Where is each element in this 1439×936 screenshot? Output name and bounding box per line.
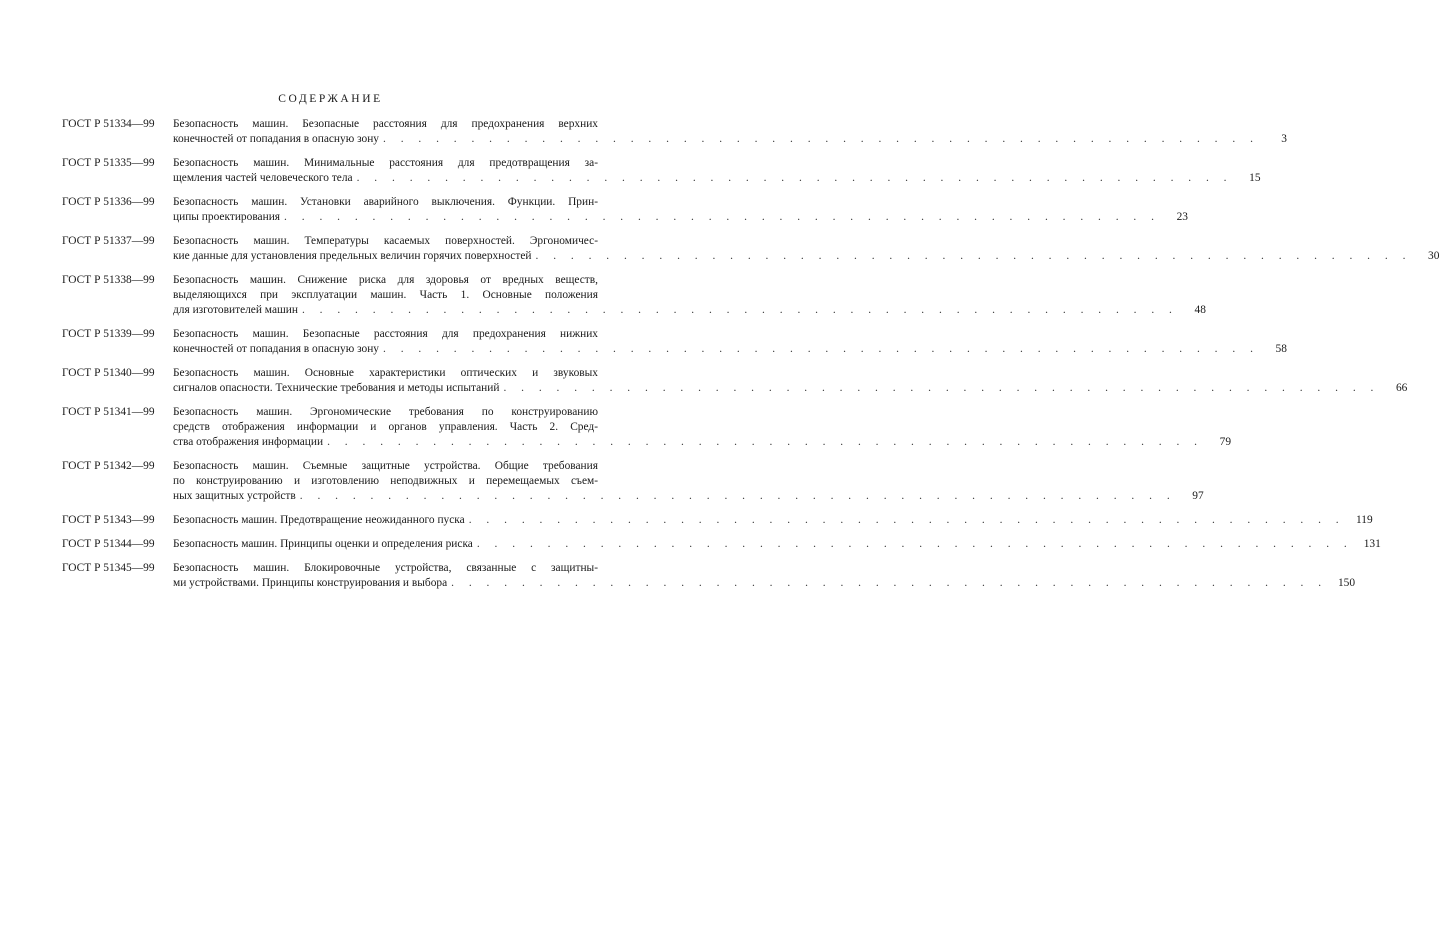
page-number: 66 <box>1395 382 1408 394</box>
title-line: выделяющихся при эксплуатации машин. Часть 1. Основные положения <box>173 289 598 301</box>
toc-entry <box>62 537 1381 552</box>
title-line: по конструированию и изготовлению неподвижных и перемещаемых съем- <box>173 475 598 487</box>
toc-entry <box>62 561 1356 591</box>
title-line: ципы проектирования <box>173 211 281 223</box>
title-last-line <box>173 513 1373 528</box>
title-line: ных защитных устройств <box>173 490 296 502</box>
standard-code: ГОСТ Р 51345—99 <box>62 562 155 574</box>
standard-code: ГОСТ Р 51340—99 <box>62 367 155 379</box>
title-line: ми устройствами. Принципы конструирования и выбора <box>173 577 448 589</box>
toc-entry <box>62 234 1439 264</box>
standard-code: ГОСТ Р 51343—99 <box>62 514 155 526</box>
dot-leader: . . . . . . . . . . . . . . . . . . . . . . . . . . . . . . . . . . . . . . . . . . . . . . . . . . <box>383 343 1259 355</box>
page-number: 23 <box>1176 211 1188 223</box>
standard-title <box>173 459 1204 504</box>
standard-title <box>173 405 1232 450</box>
page-number: 30 <box>1428 250 1439 262</box>
standard-code: ГОСТ Р 51335—99 <box>62 157 155 169</box>
dot-leader: . . . . . . . . . . . . . . . . . . . . . . . . . . . . . . . . . . . . . . . . . . . . . . . . . . <box>451 577 1328 589</box>
title-line: Безопасность машин. Основные характеристики оптических и звуковых <box>173 367 598 379</box>
title-last-line <box>173 537 1381 552</box>
dot-leader: . . . . . . . . . . . . . . . . . . . . . . . . . . . . . . . . . . . . . . . . . . . . . . . . . . <box>383 133 1259 145</box>
title-line: конечностей от попадания в опасную зону <box>173 343 379 355</box>
toc-entry <box>62 195 1188 225</box>
title-line: кие данные для установления предельных величин горячих поверхностей <box>173 250 532 262</box>
dot-leader: . . . . . . . . . . . . . . . . . . . . . . . . . . . . . . . . . . . . . . . . . . . . . . . . . . <box>476 538 1353 550</box>
standard-title <box>173 234 1439 264</box>
title-last-line <box>173 381 1408 396</box>
title-line: Безопасность машин. Съемные защитные устройства. Общие требования <box>173 460 598 472</box>
title-line: сигналов опасности. Технические требования и методы испытаний <box>173 382 500 394</box>
table-of-contents <box>62 117 1439 600</box>
page-number: 79 <box>1219 436 1232 448</box>
toc-entry <box>62 513 1373 528</box>
standard-code: ГОСТ Р 51337—99 <box>62 235 155 247</box>
page-number: 48 <box>1194 304 1206 316</box>
title-line: средств отображения информации и органов управления. Часть 2. Сред- <box>173 421 598 433</box>
toc-entry <box>62 117 1287 147</box>
standard-title <box>173 156 1261 186</box>
dot-leader: . . . . . . . . . . . . . . . . . . . . . . . . . . . . . . . . . . . . . . . . . . . . . . . . . . <box>503 382 1380 394</box>
title-line: Безопасность машин. Снижение риска для здоровья от вредных веществ, <box>173 274 598 286</box>
standard-code: ГОСТ Р 51338—99 <box>62 274 155 286</box>
dot-leader: . . . . . . . . . . . . . . . . . . . . . . . . . . . . . . . . . . . . . . . . . . . . . . . . . . <box>535 250 1412 262</box>
title-last-line <box>173 171 1261 186</box>
title-last-line <box>173 489 1204 504</box>
title-last-line <box>173 132 1287 147</box>
page-number: 3 <box>1281 133 1287 145</box>
title-last-line <box>173 342 1287 357</box>
standard-code: ГОСТ Р 51339—99 <box>62 328 155 340</box>
title-last-line <box>173 576 1356 591</box>
title-line: Безопасность машин. Безопасные расстояния для предохранения нижних <box>173 328 598 340</box>
title-line: Безопасность машин. Температуры касаемых поверхностей. Эргономичес- <box>173 235 598 247</box>
page-number: 15 <box>1249 172 1261 184</box>
standard-title <box>173 537 1381 552</box>
title-line: Безопасность машин. Безопасные расстояния для предохранения верхних <box>173 118 598 130</box>
dot-leader: . . . . . . . . . . . . . . . . . . . . . . . . . . . . . . . . . . . . . . . . . . . . . . . . . . <box>356 172 1233 184</box>
page-number: 97 <box>1192 490 1204 502</box>
standard-title <box>173 273 1206 318</box>
toc-entry <box>62 459 1204 504</box>
standard-code: ГОСТ Р 51344—99 <box>62 538 155 550</box>
title-line: Безопасность машин. Эргономические требования по конструированию <box>173 406 598 418</box>
standard-code: ГОСТ Р 51334—99 <box>62 118 155 130</box>
title-last-line <box>173 435 1232 450</box>
dot-leader: . . . . . . . . . . . . . . . . . . . . . . . . . . . . . . . . . . . . . . . . . . . . . . . . . . <box>301 304 1178 316</box>
standard-title <box>173 366 1408 396</box>
title-line: ства отображения информации <box>173 436 324 448</box>
dot-leader: . . . . . . . . . . . . . . . . . . . . . . . . . . . . . . . . . . . . . . . . . . . . . . . . . . <box>327 436 1204 448</box>
toc-entry <box>62 405 1232 450</box>
toc-entry <box>62 327 1287 357</box>
title-line: Безопасность машин. Установки аварийного выключения. Функции. Прин- <box>173 196 598 208</box>
page-number: 119 <box>1355 514 1373 526</box>
toc-entry <box>62 156 1261 186</box>
title-line: Безопасность машин. Принципы оценки и определения риска <box>173 538 473 550</box>
toc-entry <box>62 366 1408 396</box>
standard-code: ГОСТ Р 51341—99 <box>62 406 155 418</box>
page-number: 131 <box>1363 538 1381 550</box>
standard-title <box>173 513 1373 528</box>
page-number: 58 <box>1275 343 1287 355</box>
title-line: щемления частей человеческого тела <box>173 172 353 184</box>
title-line: для изготовителей машин <box>173 304 298 316</box>
title-last-line <box>173 210 1188 225</box>
dot-leader: . . . . . . . . . . . . . . . . . . . . . . . . . . . . . . . . . . . . . . . . . . . . . . . . . . <box>284 211 1160 223</box>
standard-title <box>173 561 1356 591</box>
title-last-line <box>173 303 1206 318</box>
title-line: Безопасность машин. Блокировочные устройства, связанные с защитны- <box>173 562 598 574</box>
title-line: Безопасность машин. Предотвращение неожиданного пуска <box>173 514 465 526</box>
title-line: конечностей от попадания в опасную зону <box>173 133 379 145</box>
dot-leader: . . . . . . . . . . . . . . . . . . . . . . . . . . . . . . . . . . . . . . . . . . . . . . . . . . <box>299 490 1176 502</box>
toc-entry <box>62 273 1206 318</box>
standard-code: ГОСТ Р 51336—99 <box>62 196 155 208</box>
page-number: 150 <box>1337 577 1356 589</box>
standard-title <box>173 327 1287 357</box>
standard-title <box>173 117 1287 147</box>
standard-title <box>173 195 1188 225</box>
dot-leader: . . . . . . . . . . . . . . . . . . . . . . . . . . . . . . . . . . . . . . . . . . . . . . . . . . <box>468 514 1345 526</box>
page-title: СОДЕРЖАНИЕ <box>278 93 383 105</box>
standard-code: ГОСТ Р 51342—99 <box>62 460 155 472</box>
title-last-line <box>173 249 1439 264</box>
title-line: Безопасность машин. Минимальные расстояния для предотвращения за- <box>173 157 598 169</box>
